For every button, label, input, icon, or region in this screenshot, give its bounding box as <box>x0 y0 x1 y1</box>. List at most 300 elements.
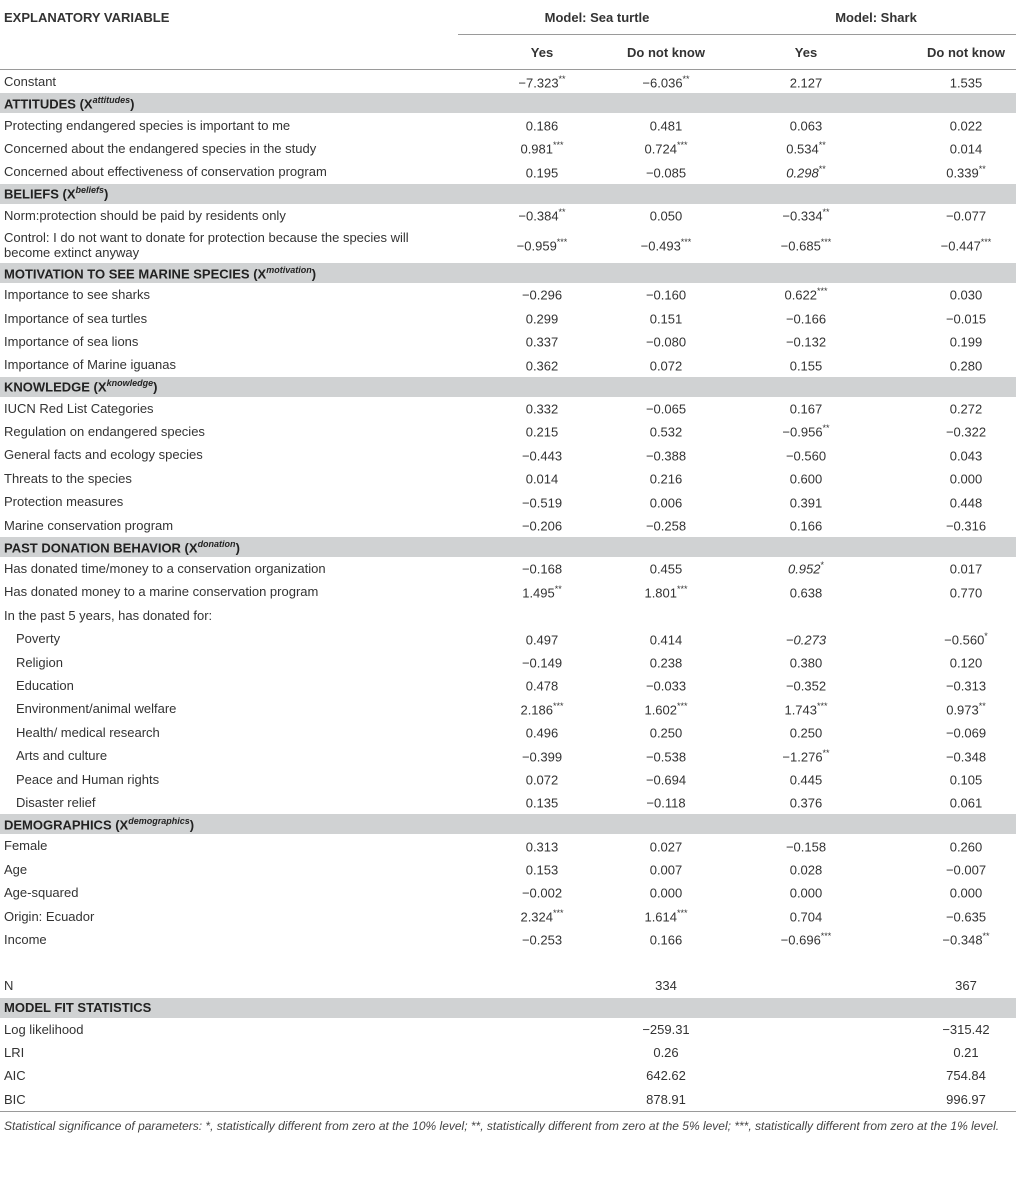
significance-stars: *** <box>553 907 564 918</box>
row-label: Has donated money to a marine conservation program <box>4 584 319 600</box>
significance-stars: *** <box>680 236 692 247</box>
cell-value: −0.002 <box>521 885 563 901</box>
row-label: Religion <box>16 654 63 670</box>
table-row <box>0 604 1016 627</box>
cell-value: 0.014 <box>525 471 559 487</box>
row-label: Environment/animal welfare <box>16 701 177 717</box>
table-cell <box>596 791 736 814</box>
table-cell <box>458 744 596 767</box>
table-cell <box>736 113 876 136</box>
significance-stars: *** <box>677 907 688 918</box>
cell-value: −0.007 <box>945 862 987 878</box>
table-cell <box>736 834 876 857</box>
significance-stars: *** <box>677 140 688 151</box>
table-cell <box>736 904 876 927</box>
section-title-superscript: beliefs <box>75 185 105 196</box>
cell-value: 0.481 <box>649 118 683 134</box>
significance-stars: ** <box>558 73 566 84</box>
cell-value: −0.685 <box>780 238 821 254</box>
cell-value: −0.166 <box>785 311 827 327</box>
row-label: LRI <box>4 1045 25 1061</box>
table-cell <box>736 767 876 790</box>
section-header <box>0 377 1016 397</box>
cell-value: −0.384 <box>518 208 559 224</box>
table-cell <box>876 1041 1016 1064</box>
cell-value: 0.072 <box>649 357 683 373</box>
cell-value: −6.036 <box>642 74 683 90</box>
row-label: Income <box>4 931 47 947</box>
table-cell <box>736 557 876 580</box>
table-cell <box>876 627 1016 650</box>
table-cell <box>876 513 1016 536</box>
cell-value: 0.724 <box>644 141 678 157</box>
cell-value: −0.694 <box>645 772 687 788</box>
cell-value: 1.602 <box>644 702 678 718</box>
cell-value: −0.334 <box>782 208 823 224</box>
section-title-superscript: donation <box>197 538 236 549</box>
row-label: Origin: Ecuador <box>4 908 95 924</box>
cell-value: 0.238 <box>649 655 683 671</box>
cell-value: 0.250 <box>789 725 823 741</box>
table-cell <box>876 858 1016 881</box>
fit-statistic-row <box>0 1064 1016 1087</box>
section-title-text: MOTIVATION TO SEE MARINE SPECIES (X <box>4 266 267 282</box>
table-cell <box>736 627 876 650</box>
table-cell <box>876 306 1016 329</box>
cell-value: 0.496 <box>525 725 559 741</box>
cell-value: −0.158 <box>785 839 827 855</box>
section-header <box>0 93 1016 113</box>
table-cell <box>596 490 736 513</box>
table-cell <box>736 1041 876 1064</box>
cell-value: 0.250 <box>649 725 683 741</box>
significance-stars: ** <box>978 700 986 711</box>
row-label: Concerned about effectiveness of conservation program <box>4 164 327 180</box>
table-cell <box>596 397 736 420</box>
significance-stars: *** <box>677 583 688 594</box>
table-cell <box>736 420 876 443</box>
row-label: Constant <box>4 74 57 90</box>
cell-value: −1.276 <box>782 748 823 764</box>
cell-value: 0.014 <box>949 141 983 157</box>
row-label: Threats to the species <box>4 470 132 486</box>
cell-value: 0.952 <box>787 561 821 577</box>
table-cell <box>458 721 596 744</box>
cell-value: −0.538 <box>645 748 687 764</box>
cell-value: −0.696 <box>780 932 821 948</box>
cell-value: −7.323 <box>518 74 559 90</box>
table-cell <box>876 791 1016 814</box>
cell-value: 1.535 <box>949 74 983 90</box>
table-cell <box>458 330 596 353</box>
table-cell <box>596 137 736 160</box>
cell-value: 0.017 <box>949 561 983 577</box>
table-row <box>0 767 1016 790</box>
table-cell <box>458 928 596 951</box>
section-title-superscript: motivation <box>266 264 312 275</box>
table-cell <box>876 330 1016 353</box>
table-cell <box>596 113 736 136</box>
significance-stars: ** <box>822 423 830 434</box>
cell-value: 0.260 <box>949 839 983 855</box>
table-cell <box>458 881 596 904</box>
table-cell <box>876 443 1016 466</box>
cell-value: 878.91 <box>646 1091 686 1107</box>
significance-footnote: Statistical significance of parameters: *, statistically different from zero at the 10% level; **, statistically different from zero at the 5% level; ***, statistically different from zero at the 1% level. <box>4 1119 1000 1134</box>
table-cell <box>596 744 736 767</box>
table-row <box>0 928 1016 951</box>
table-cell <box>736 791 876 814</box>
cell-value: 0.195 <box>525 165 559 181</box>
row-label: Health/ medical research <box>16 724 160 740</box>
table-row <box>0 791 1016 814</box>
header-blank <box>0 35 458 70</box>
table-cell <box>596 974 736 997</box>
table-cell <box>458 1018 596 1041</box>
cell-value: 0.332 <box>525 401 559 417</box>
spacer-row <box>0 951 1016 974</box>
table-cell <box>458 604 596 627</box>
table-cell <box>596 650 736 673</box>
significance-stars: *** <box>817 700 828 711</box>
table-cell <box>876 467 1016 490</box>
header-model-shark: Model: Shark <box>736 0 1016 35</box>
header-explanatory-variable: EXPLANATORY VARIABLE <box>4 9 170 25</box>
table-cell <box>596 330 736 353</box>
section-title <box>0 377 1016 397</box>
significance-stars: ** <box>818 140 826 151</box>
cell-value: −0.399 <box>521 748 563 764</box>
table-cell <box>876 1088 1016 1112</box>
row-label: Marine conservation program <box>4 517 174 533</box>
table-cell <box>458 227 596 263</box>
cell-value: 0.497 <box>525 631 559 647</box>
section-header <box>0 184 1016 204</box>
cell-value: −0.316 <box>945 518 987 534</box>
table-cell <box>458 791 596 814</box>
table-cell <box>596 160 736 183</box>
table-cell <box>876 70 1016 94</box>
cell-value: 0.120 <box>949 655 983 671</box>
cell-value: −0.069 <box>945 725 987 741</box>
section-title-close: ) <box>104 186 109 202</box>
table-cell <box>876 227 1016 263</box>
cell-value: 0.448 <box>949 494 983 510</box>
cell-value: 1.801 <box>644 585 678 601</box>
row-label: In the past 5 years, has donated for: <box>4 607 213 623</box>
cell-value: −0.160 <box>645 287 687 303</box>
cell-value: −0.253 <box>521 932 563 948</box>
row-label: General facts and ecology species <box>4 447 203 463</box>
cell-value: 0.638 <box>789 585 823 601</box>
cell-value: −0.080 <box>645 334 687 350</box>
row-label: BIC <box>0 1088 458 1112</box>
table-row <box>0 467 1016 490</box>
table-cell <box>596 928 736 951</box>
table-cell <box>596 580 736 603</box>
table-cell <box>736 353 876 376</box>
table-cell <box>876 1064 1016 1087</box>
table-cell <box>596 467 736 490</box>
cell-value: −0.348 <box>945 748 987 764</box>
row-label: Arts and culture <box>16 748 108 764</box>
cell-value: −0.322 <box>945 424 987 440</box>
row-label: Protection measures <box>4 494 124 510</box>
cell-value: −0.206 <box>521 518 563 534</box>
cell-value: 0.030 <box>949 287 983 303</box>
row-label: Importance of Marine iguanas <box>4 357 176 373</box>
table-cell <box>876 137 1016 160</box>
table-cell <box>876 904 1016 927</box>
cell-value: 0.063 <box>789 118 823 134</box>
cell-value: 0.391 <box>789 494 823 510</box>
header-model-sea-turtle: Model: Sea turtle <box>458 0 736 35</box>
table-cell <box>596 697 736 720</box>
fit-statistic-row <box>0 1041 1016 1064</box>
table-row <box>0 557 1016 580</box>
table-cell <box>876 204 1016 227</box>
table-cell <box>736 604 876 627</box>
table-cell <box>736 283 876 306</box>
section-title-text: KNOWLEDGE (X <box>4 379 107 395</box>
row-label: Regulation on endangered species <box>4 424 205 440</box>
table-cell <box>736 674 876 697</box>
cell-value: 0.000 <box>649 885 683 901</box>
table-row <box>0 137 1016 160</box>
section-title-superscript: demographics <box>128 815 190 826</box>
table-cell <box>736 160 876 183</box>
table-cell <box>596 881 736 904</box>
table-cell <box>876 697 1016 720</box>
header-dnk-turtle: Do not know <box>596 35 736 70</box>
significance-stars: ** <box>554 583 562 594</box>
row-label: Female <box>4 838 48 854</box>
table-cell <box>596 674 736 697</box>
table-cell <box>736 744 876 767</box>
table-row <box>0 306 1016 329</box>
cell-value: −0.258 <box>645 518 687 534</box>
table-cell <box>596 627 736 650</box>
significance-stars: ** <box>818 163 826 174</box>
table-cell <box>876 674 1016 697</box>
table-row <box>0 397 1016 420</box>
table-cell <box>736 721 876 744</box>
significance-stars: *** <box>817 286 828 297</box>
table-cell <box>736 70 876 94</box>
section-title-text: BELIEFS (X <box>4 186 76 202</box>
section-title <box>0 537 1016 557</box>
row-label: Disaster relief <box>16 794 96 810</box>
cell-value: −315.42 <box>942 1021 990 1037</box>
cell-value: 0.414 <box>649 631 683 647</box>
section-header <box>0 263 1016 283</box>
row-label: Education <box>16 678 74 693</box>
cell-value: 0.313 <box>525 839 559 855</box>
table-row <box>0 353 1016 376</box>
table-cell <box>736 443 876 466</box>
table-cell <box>458 283 596 306</box>
significance-stars: ** <box>822 747 830 758</box>
cell-value: −0.065 <box>645 401 687 417</box>
cell-value: −0.560 <box>944 631 985 647</box>
table-cell <box>458 674 596 697</box>
table-cell <box>458 160 596 183</box>
table-row <box>0 490 1016 513</box>
row-label: Importance of sea lions <box>4 333 139 349</box>
table-cell <box>876 974 1016 997</box>
row-label: Concerned about the endangered species in the study <box>4 140 317 156</box>
cell-value: 996.97 <box>946 1091 986 1107</box>
section-title-text: PAST DONATION BEHAVIOR (X <box>4 540 198 556</box>
table-row <box>0 580 1016 603</box>
table-cell <box>736 650 876 673</box>
cell-value: 0.166 <box>649 932 683 948</box>
significance-stars: ** <box>978 163 986 174</box>
table-cell <box>596 834 736 857</box>
cell-value: 0.704 <box>789 909 823 925</box>
table-cell <box>458 650 596 673</box>
section-header <box>0 998 1016 1018</box>
cell-value: 0.455 <box>649 561 683 577</box>
significance-stars: *** <box>820 931 832 942</box>
table-cell <box>876 1018 1016 1041</box>
table-cell <box>596 557 736 580</box>
table-cell <box>458 397 596 420</box>
cell-value: 0.167 <box>789 401 823 417</box>
table-row <box>0 650 1016 673</box>
table-cell <box>458 113 596 136</box>
cell-value: 0.000 <box>949 885 983 901</box>
cell-value: −0.519 <box>521 494 563 510</box>
table-cell <box>596 70 736 94</box>
table-cell <box>596 1018 736 1041</box>
row-label: Peace and Human rights <box>16 771 160 787</box>
cell-value: −0.296 <box>521 287 563 303</box>
table-cell <box>736 858 876 881</box>
row-label: Poverty <box>16 631 61 647</box>
cell-value: 0.445 <box>789 772 823 788</box>
table-cell <box>876 490 1016 513</box>
table-cell <box>876 928 1016 951</box>
header-dnk-shark: Do not know <box>876 35 1016 70</box>
table-cell <box>596 604 736 627</box>
table-cell <box>458 767 596 790</box>
table-row <box>0 834 1016 857</box>
table-cell <box>736 397 876 420</box>
table-cell <box>458 858 596 881</box>
cell-value: −0.635 <box>945 909 987 925</box>
row-label: IUCN Red List Categories <box>4 400 154 416</box>
table-row <box>0 513 1016 536</box>
cell-value: −0.348 <box>942 932 983 948</box>
cell-value: 2.324 <box>520 909 554 925</box>
cell-value: 0.337 <box>525 334 559 350</box>
table-cell <box>596 227 736 263</box>
cell-value: 0.007 <box>649 862 683 878</box>
section-title-close: ) <box>130 96 135 112</box>
cell-value: 0.061 <box>949 795 983 811</box>
table-cell <box>736 513 876 536</box>
table-row <box>0 721 1016 744</box>
section-title-close: ) <box>189 817 195 833</box>
cell-value: 0.376 <box>789 795 823 811</box>
cell-value: 0.186 <box>525 118 559 134</box>
table-cell <box>596 1088 736 1112</box>
table-cell <box>458 70 596 94</box>
table-row <box>0 204 1016 227</box>
section-title-close: ) <box>235 540 240 556</box>
table-cell <box>876 650 1016 673</box>
cell-value: −0.959 <box>516 238 557 254</box>
table-cell <box>736 306 876 329</box>
section-title-close: ) <box>311 266 317 282</box>
cell-value: 0.043 <box>949 448 983 464</box>
table-cell <box>876 834 1016 857</box>
cell-value: 0.155 <box>789 357 823 373</box>
table-cell <box>736 697 876 720</box>
section-title <box>0 263 1016 283</box>
cell-value: 1.743 <box>784 702 818 718</box>
cell-value: 0.072 <box>525 772 559 788</box>
cell-value: 754.84 <box>946 1068 986 1084</box>
table-cell <box>458 1064 596 1087</box>
cell-value: −0.118 <box>646 795 686 811</box>
row-label: Age <box>4 861 28 877</box>
row-label: N <box>4 978 14 994</box>
significance-stars: *** <box>553 140 564 151</box>
table-cell <box>458 904 596 927</box>
row-label: Norm:protection should be paid by residents only <box>4 207 286 223</box>
table-cell <box>736 1088 876 1112</box>
cell-value: −0.085 <box>645 165 687 181</box>
row-label: Has donated time/money to a conservation organization <box>4 561 326 577</box>
spacer-cell <box>0 951 1016 974</box>
table-cell <box>596 858 736 881</box>
section-title-close: ) <box>153 379 158 395</box>
cell-value: 0.199 <box>949 334 983 350</box>
header-yes-turtle: Yes <box>458 35 596 70</box>
table-cell <box>736 974 876 997</box>
cell-value: 0.298 <box>786 165 819 181</box>
table-cell <box>458 580 596 603</box>
table-cell <box>736 928 876 951</box>
cell-value: 0.380 <box>789 655 823 671</box>
cell-value: 0.299 <box>525 311 559 327</box>
significance-stars: *** <box>980 236 992 247</box>
section-header <box>0 537 1016 557</box>
table-cell <box>458 137 596 160</box>
cell-value: 0.215 <box>525 424 559 440</box>
table-row <box>0 113 1016 136</box>
cell-value: 0.000 <box>949 471 983 487</box>
table-cell <box>736 1018 876 1041</box>
table-cell <box>458 353 596 376</box>
table-row <box>0 283 1016 306</box>
cell-value: −0.352 <box>785 678 827 694</box>
cell-value: 0.973 <box>946 702 979 718</box>
table-cell <box>736 330 876 353</box>
table-cell <box>596 1041 736 1064</box>
table-cell <box>736 467 876 490</box>
cell-value: −0.077 <box>945 208 987 224</box>
table-row <box>0 674 1016 697</box>
table-cell <box>458 1041 596 1064</box>
fit-statistic-row <box>0 1088 1016 1112</box>
table-cell <box>736 1064 876 1087</box>
cell-value: 0.339 <box>946 165 979 181</box>
cell-value: 0.050 <box>649 208 683 224</box>
significance-stars: ** <box>822 207 830 218</box>
